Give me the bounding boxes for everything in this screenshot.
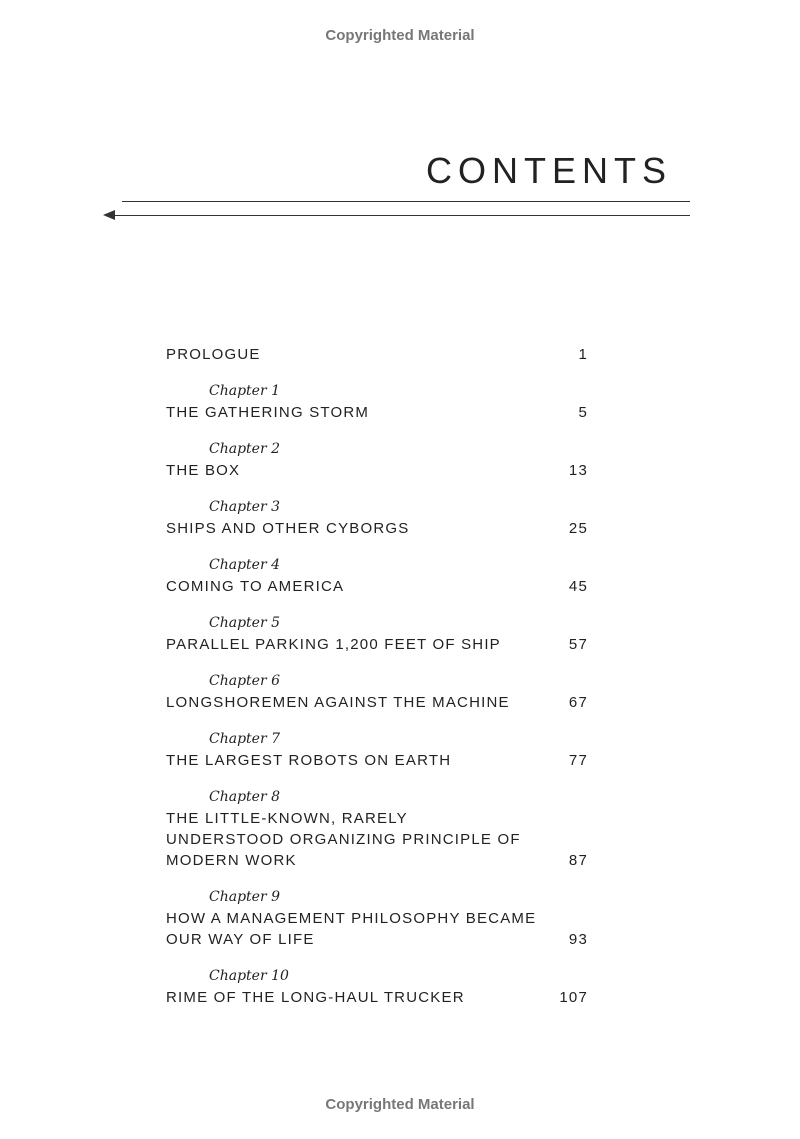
chapter-label: Chapter 10: [209, 968, 289, 984]
toc-entry-title: THE LARGEST ROBOTS ON EARTH: [166, 752, 452, 769]
toc-entry-chapter-1: [166, 380, 588, 423]
chapter-label: Chapter 1: [209, 383, 280, 399]
chapter-label: Chapter 8: [209, 789, 280, 805]
contents-heading: CONTENTS: [426, 150, 672, 191]
toc-entry-page: 87: [568, 852, 588, 869]
toc-entry-title: PARALLEL PARKING 1,200 FEET OF SHIP: [166, 636, 501, 653]
toc-entry-page: 77: [568, 752, 588, 769]
toc-entry-chapter-4: [166, 554, 588, 597]
chapter-label: Chapter 9: [209, 889, 280, 905]
chapter-label: Chapter 3: [209, 499, 280, 515]
toc-entry-title: THE LITTLE-KNOWN, RARELY UNDERSTOOD ORGANIZING PRINCIPLE OF MODERN WORK: [166, 810, 521, 869]
toc-entry-title: RIME OF THE LONG-HAUL TRUCKER: [166, 989, 465, 1006]
chapter-label: Chapter 5: [209, 615, 280, 631]
heading-rule-bottom: [112, 215, 690, 216]
toc-entry-page: 67: [568, 694, 588, 711]
toc-entry-page: 45: [568, 578, 588, 595]
arrow-left-icon: [103, 210, 115, 220]
toc-entry-chapter-3: [166, 496, 588, 539]
toc-entry-chapter-2: [166, 438, 588, 481]
chapter-label: Chapter 4: [209, 557, 280, 573]
toc-entry-chapter-6: [166, 670, 588, 713]
toc-entry-page: 107: [559, 989, 588, 1006]
toc-entry-title: SHIPS AND OTHER CYBORGS: [166, 520, 410, 537]
watermark-top: Copyrighted Material: [325, 27, 475, 44]
toc-entry-chapter-5: [166, 612, 588, 655]
table-of-contents: [166, 344, 588, 1023]
toc-entry-chapter-10: [166, 965, 588, 1008]
toc-entry-title: THE BOX: [166, 462, 241, 479]
toc-entry-page: 57: [568, 636, 588, 653]
toc-entry-chapter-9: [166, 886, 588, 950]
toc-entry-title: PROLOGUE: [166, 346, 261, 363]
toc-entry-page: 93: [568, 931, 588, 948]
toc-entry-title: LONGSHOREMEN AGAINST THE MACHINE: [166, 694, 510, 711]
toc-entry-page: 5: [578, 404, 588, 421]
toc-entry-page: 13: [568, 462, 588, 479]
toc-entry-title: COMING TO AMERICA: [166, 578, 345, 595]
toc-entry-page: 25: [568, 520, 588, 537]
watermark-bottom: Copyrighted Material: [325, 1096, 475, 1113]
chapter-label: Chapter 7: [209, 731, 280, 747]
toc-entry-chapter-8: [166, 786, 588, 871]
toc-entry-title: THE GATHERING STORM: [166, 404, 370, 421]
toc-entry-page: 1: [578, 346, 588, 363]
toc-entry-chapter-7: [166, 728, 588, 771]
chapter-label: Chapter 2: [209, 441, 280, 457]
toc-entry-prologue: [166, 344, 588, 365]
heading-rule-top: [122, 201, 690, 202]
toc-entry-title: HOW A MANAGEMENT PHILOSOPHY BECAME OUR WAY OF LIFE: [166, 910, 537, 948]
chapter-label: Chapter 6: [209, 673, 280, 689]
